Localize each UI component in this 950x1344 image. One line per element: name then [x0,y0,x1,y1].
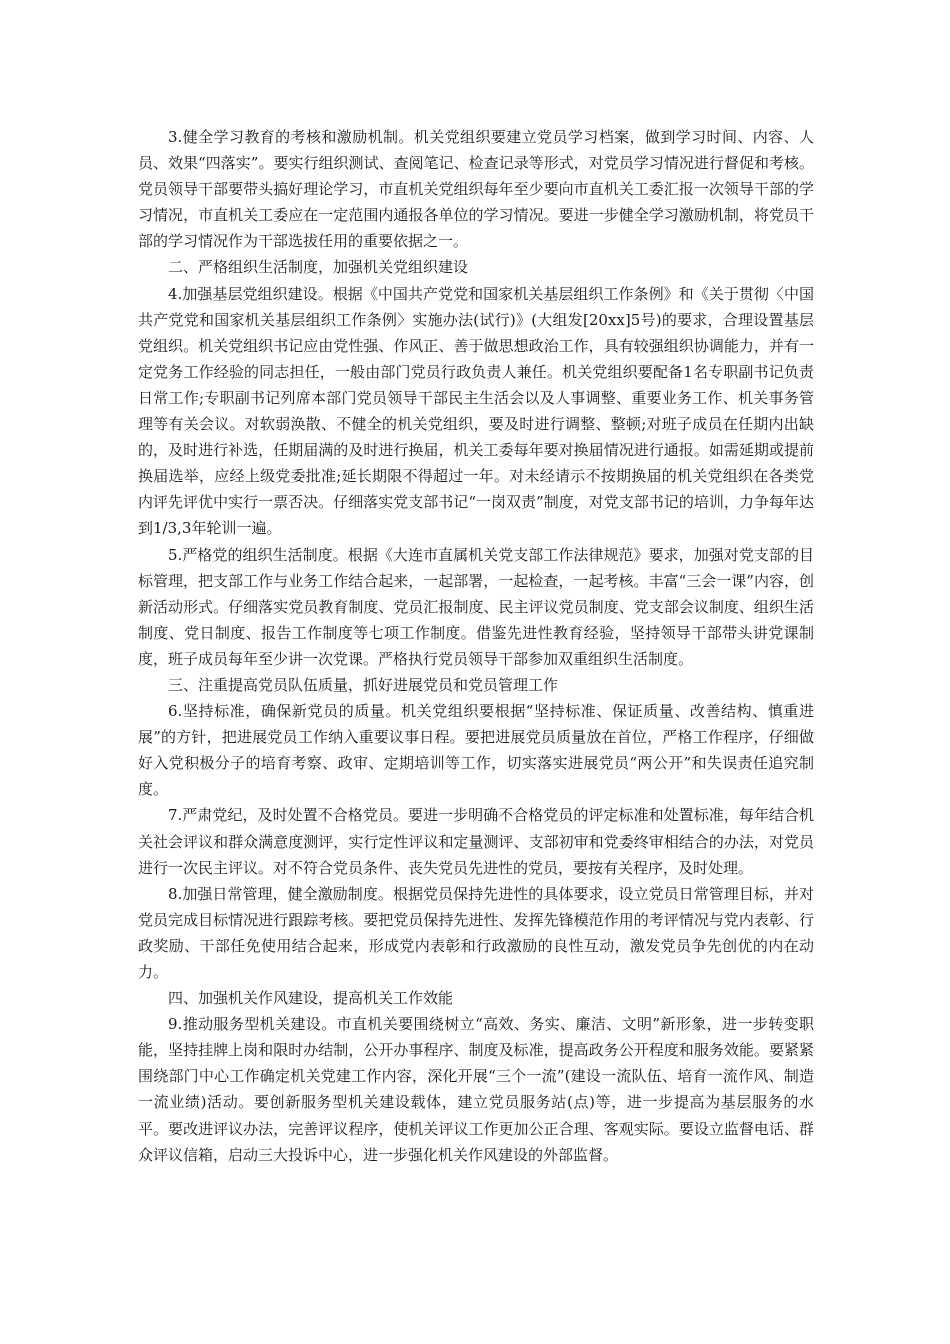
paragraph-8-daily-management: 8.加强日常管理，健全激励制度。根据党员保持先进性的具体要求，设立党员日常管理目标，并对党员完成目标情况进行跟踪考核。要把党员保持先进性、发挥先锋模范作用的考评情况与党内表彰、行政奖励、干部任免使用结合起来，形成党内表彰和行政激励的良性互动，激发党员争先创优的内在动力。 [138,884,814,981]
section-heading-3: 三、注重提高党员队伍质量，抓好进展党员和党员管理工作 [168,675,559,694]
paragraph-7-party-discipline: 7.严肃党纪，及时处置不合格党员。要进一步明确不合格党员的评定标准和处置标准，每年结合机关社会评议和群众满意度测评，实行定性评议和定量测评、支部初审和党委终审相结合的办法，对党员进行一次民主评议。对不符合党员条件、丧失党员先进性的党员，要按有关程序，及时处理。 [138,806,814,877]
section-heading-4: 四、加强机关作风建设，提高机关工作效能 [168,989,454,1008]
paragraph-5-organizational-life: 5.严格党的组织生活制度。根据《大连市直属机关党支部工作法律规范》要求，加强对党支部的目标管理，把支部工作与业务工作结合起来，一起部署，一起检查，一起考核。丰富“三会一课”内容，创新活动形式。仔细落实党员教育制度、党员汇报制度、民主评议党员制度、党支部会议制度、组织生活制度、党日制度、报告工作制度等七项工作制度。借鉴先进性教育经验，坚持领导干部带头讲党课制度，班子成员每年至少讲一次党课。严格执行党员领导干部参加双重组织生活制度。 [138,545,814,668]
section-heading-2: 二、严格组织生活制度，加强机关党组织建设 [168,258,469,277]
paragraph-6-new-member-quality: 6.坚持标准，确保新党员的质量。机关党组织要根据“坚持标准、保证质量、改善结构、慎重进展”的方针，把进展党员工作纳入重要议事日程。要把进展党员质量放在首位，严格工作程序，仔细做好入党积极分子的培育考察、政审、定期培训等工作，切实落实进展党员“两公开”和失误责任追究制度。 [138,702,814,799]
paragraph-3-study-assessment: 3.健全学习教育的考核和激励机制。机关党组织要建立党员学习档案，做到学习时间、内容、人员、效果“四落实”。要实行组织测试、查阅笔记、检查记录等形式，对党员学习情况进行督促和考核。党员领导干部要带头搞好理论学习，市直机关党组织每年至少要向市直机关工委汇报一次领导干部的学习情况，市直机关工委应在一定范围内通报各单位的学习情况。要进一步健全学习激励机制，将党员干部的学习情况作为干部选拔任用的重要依据之一。 [138,128,814,251]
paragraph-4-grassroots-organization: 4.加强基层党组织建设。根据《中国共产党党和国家机关基层组织工作条例》和《关于贯彻〈中国共产党党和国家机关基层组织工作条例〉实施办法(试行)》(大组发[20xx]5号)的要求，合理设置基层党组织。机关党组织书记应由党性强、作风正、善于做思想政治工作，具有较强组织协调能力，并有一定党务工作经验的同志担任，一般由部门党员行政负责人兼任。机关党组织要配备1名专职副书记负责日常工作;专职副书记列席本部门党员领导干部民主生活会以及人事调整、重要业务工作、机关事务管理等有关会议。对软弱涣散、不健全的机关党组织，要及时进行调整、整顿;对班子成员在任期内出缺的，及时进行补选，任期届满的及时进行换届，机关工委每年要对换届情况进行通报。如需延期或提前换届选举，应经上级党委批准;延长期限不得超过一年。对未经请示不按期换届的机关党组织在各类党内评先评优中实行一票否决。仔细落实党支部书记“一岗双责”制度，对党支部书记的培训，力争每年达到1/3,3年轮训一遍。 [138,284,814,538]
document-body [138,124,814,1168]
paragraph-9-service-organ: 9.推动服务型机关建设。市直机关要围绕树立“高效、务实、廉洁、文明”新形象，进一步转变职能，坚持挂牌上岗和限时办结制，公开办事程序、制度及标准，提高政务公开程度和服务效能。要紧紧围绕部门中心工作确定机关党建工作内容，深化开展“三个一流”(建设一流队伍、培育一流作风、制造一流业绩)活动。要创新服务型机关建设载体，建立党员服务站(点)等，进一步提高为基层服务的水平。要改进评议办法，完善评议程序，使机关评议工作更加公正合理、客观实际。要设立监督电话、群众评议信箱，启动三大投诉中心，进一步强化机关作风建设的外部监督。 [138,1015,814,1164]
